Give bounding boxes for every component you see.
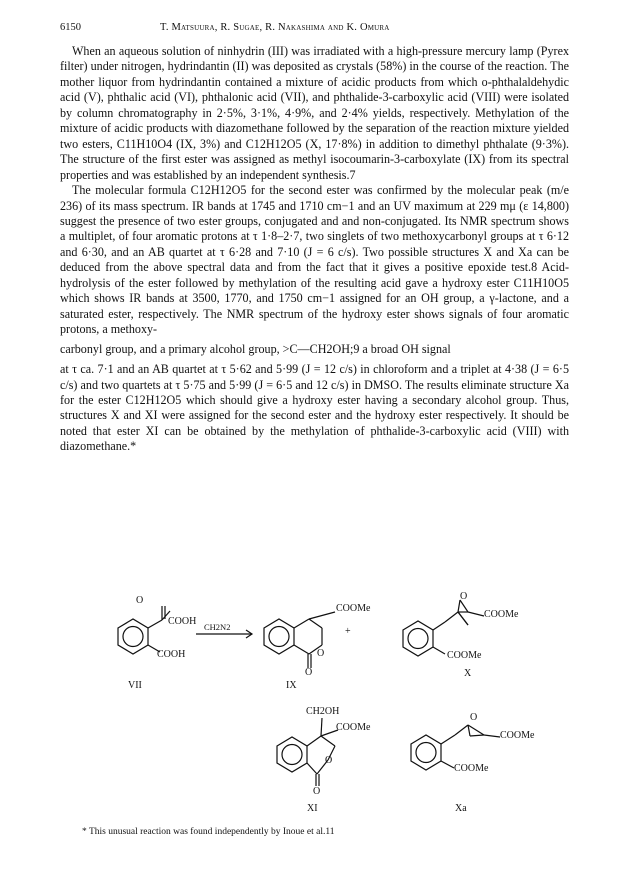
- vii-carbonyl-o: O: [136, 595, 144, 606]
- xi-ch2oh: CH2OH: [306, 706, 340, 717]
- ix-label: IX: [286, 680, 297, 691]
- ix-ring-o: O: [317, 648, 325, 659]
- ix-carbonyl-o: O: [305, 667, 313, 678]
- paragraph-2c: at τ ca. 7·1 and an AB quartet at τ 5·62 and 5·99 (J = 12 c/s) in chloroform and a triplet at 4·38 (J = 6·5 c/s) and two quartets at τ 5·75 and 5·99 (J = 6·5 and 12 c/s) in DMSO. The results eliminate structure Xa for the ester C12H12O5 which should give a hydroxy ester having a secondary alcohol group. Thus, structures X and XI were assigned for the second ester and the hydroxy ester respectively. It should be noted that ester XI can be obtained by the methylation of phthalide-3-carboxylic acid (VIII) with diazomethane.*: [60, 362, 569, 454]
- x-coome-bottom: COOMe: [447, 650, 482, 661]
- xi-coome: COOMe: [336, 722, 371, 733]
- x-coome-top: COOMe: [484, 609, 519, 620]
- vii-cooh-bottom: COOH: [157, 649, 186, 660]
- reagent-label: CH2N2: [204, 622, 231, 632]
- xi-carbonyl-o: O: [313, 786, 321, 797]
- xa-label: Xa: [455, 803, 467, 814]
- footnote: * This unusual reaction was found independently by Inoue et al.11: [82, 827, 335, 837]
- paragraph-1: When an aqueous solution of ninhydrin (III) was irradiated with a high-pressure mercury lamp (Pyrex filter) under nitrogen, hydrindantin (II) was deposited as crystals (58%) in the course of the reaction. The mother liquor from hydrindantin contained a mixture of acidic products from which o-phthalaldehydic acid (V), phthalic acid (VI), phthalonic acid (VII), and phthalide-3-carboxylic acid (VIII) were isolated by column chromatography in 2·5%, 3·1%, 4·9%, and 2·4% yields, respectively. Methylation of the mixture of acidic products with diazomethane followed by the separation of the reaction mixture yielded two esters, C11H10O4 (IX, 3%) and C12H12O5 (X, 17·8%) in addition to dimethyl phthalate (9·3%). The structure of the first ester was assigned as methyl isocoumarin-3-carboxylate (IX) from its spectral properties and was established by an independent synthesis.7: [60, 44, 569, 182]
- page-number: 6150: [60, 22, 81, 33]
- author-line: T. Matsuura, R. Sugae, R. Nakashima and K. Omura: [160, 22, 390, 33]
- compound-ix-structure: [264, 612, 335, 668]
- xa-epoxide-o: O: [470, 712, 478, 723]
- xa-coome-bottom: COOMe: [454, 763, 489, 774]
- xi-label: XI: [307, 803, 318, 814]
- x-label: X: [464, 668, 472, 679]
- compound-x-structure: [403, 600, 484, 656]
- compound-xi-structure: [277, 718, 338, 786]
- plus-sign: +: [345, 626, 351, 637]
- paragraph-2a: The molecular formula C12H12O5 for the second ester was confirmed by the molecular peak (m/e 236) of its mass spectrum. IR bands at 1745 and 1710 cm−1 and an UV maximum at 229 mμ (ε 14,800) suggest the presence of two ester groups, conjugated and and non-conjugated. Its NMR spectrum shows a multiplet, of four aromatic protons at τ 1·8–2·7, two singlets of two methoxycarbonyl groups at τ 6·12 and 6·30, and an AB quartet at τ 6·28 and 7·10 (J = 6 c/s). Two possible structures X and Xa can be deduced from the above spectral data and from the fact that it gives a positive epoxide test.8 Acid-hydrolysis of the ester followed by methylation of the resulting acid gave a hydroxy ester C11H10O5 which shows IR bands at 3500, 1770, and 1750 cm−1 assigned for an OH group, a γ-lactone, and a saturated ester, respectively. The NMR spectrum of the hydroxy ester shows signals of four aromatic protons, a methoxy-: [60, 183, 569, 337]
- xa-coome-top: COOMe: [500, 730, 535, 741]
- vii-cooh-top: COOH: [168, 616, 197, 627]
- ix-coome: COOMe: [336, 603, 371, 614]
- x-epoxide-o: O: [460, 591, 468, 602]
- paragraph-2b: carbonyl group, and a primary alcohol group, >C—CH2OH;9 a broad OH signal: [60, 341, 451, 356]
- compound-vii-structure: [118, 606, 170, 654]
- xi-ring-o: O: [325, 755, 333, 766]
- vii-label: VII: [128, 680, 142, 691]
